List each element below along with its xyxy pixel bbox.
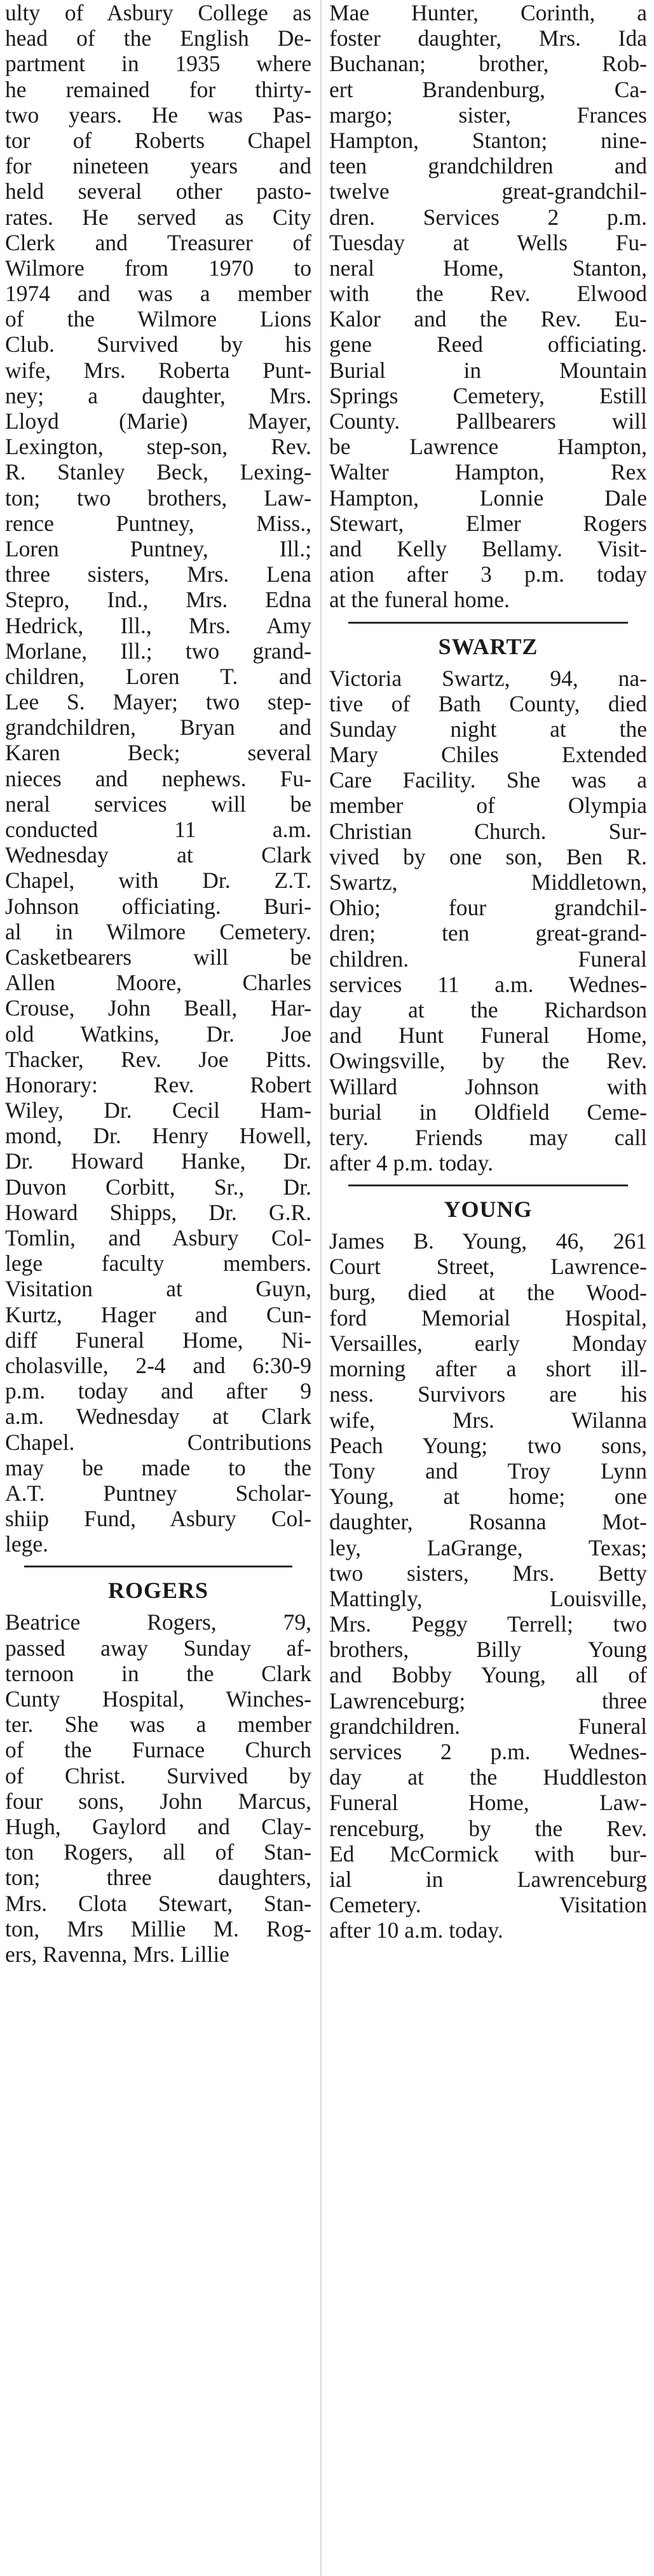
text-line: ley, LaGrange, Texas; [329, 1534, 647, 1560]
text-line: wife, Mrs. Wilanna [329, 1407, 647, 1433]
text-line: at the funeral home. [329, 587, 510, 613]
text-line: grandchildren, Bryan and [5, 714, 311, 741]
text-line: Christian Church. Sur- [329, 818, 647, 844]
text-line: with the Rev. Elwood [329, 281, 647, 307]
text-line: Lloyd (Marie) Mayer, [5, 408, 311, 434]
text-line: Ohio; four grandchil- [329, 895, 647, 921]
text-line: neral Home, Stanton, [329, 255, 647, 281]
text-line: burg, died at the Wood- [329, 1279, 647, 1305]
text-line: Honorary: Rev. Robert [5, 1071, 311, 1097]
text-line: tor of Roberts Chapel [5, 127, 311, 153]
left-column [5, 0, 311, 1967]
text-line: Tony and Troy Lynn [329, 1458, 647, 1484]
text-line: Cunty Hospital, Winches- [5, 1686, 311, 1712]
text-line: Morlane, Ill.; two grand- [5, 638, 311, 664]
text-line: two years. He was Pas- [5, 102, 311, 128]
text-line: of the Wilmore Lions [5, 306, 311, 332]
text-line: rates. He served as City [5, 204, 311, 230]
text-line: Buchanan; brother, Rob- [329, 51, 647, 77]
text-line: ial in Lawrenceburg [329, 1866, 647, 1892]
text-line: four sons, John Marcus, [5, 1788, 311, 1814]
text-line: services 2 p.m. Wednes- [329, 1739, 647, 1764]
text-line: Duvon Corbitt, Sr., Dr. [5, 1174, 311, 1200]
text-line: Wednesday at Clark [5, 842, 311, 868]
text-line: Victoria Swartz, 94, na- [329, 665, 647, 691]
text-line: Peach Young; two sons, [329, 1432, 647, 1458]
text-line: of Christ. Survived by [5, 1762, 311, 1788]
text-line: Cemetery. Visitation [329, 1892, 647, 1918]
text-line: ers, Ravenna, Mrs. Lillie [5, 1941, 229, 1967]
text-line: Lexington, step-son, Rev. [5, 434, 311, 460]
text-line: Young, at home; one [329, 1484, 647, 1510]
text-line: ton; three daughters, [5, 1865, 311, 1891]
text-line: vived by one son, Ben R. [329, 843, 647, 869]
text-line: ton, Mrs Millie M. Rog- [5, 1915, 311, 1942]
text-line: dren; ten great-grand- [329, 920, 647, 946]
text-line: Clerk and Treasurer of [5, 229, 311, 255]
text-line: and Hunt Funeral Home, [329, 1023, 647, 1049]
text-line: be Lawrence Hampton, [329, 434, 647, 460]
text-line: Wiley, Dr. Cecil Ham- [5, 1097, 311, 1124]
text-line: County. Pallbearers will [329, 408, 647, 434]
text-line: Chapel, with Dr. Z.T. [5, 868, 311, 894]
text-line: old Watkins, Dr. Joe [5, 1021, 311, 1047]
text-line: Swartz, Middletown, [329, 869, 647, 895]
text-line: ness. Survivors are his [329, 1381, 647, 1407]
text-line: day at the Huddleston [329, 1764, 647, 1790]
text-line: Sunday night at the [329, 716, 647, 742]
text-line: Thacker, Rev. Joe Pitts. [5, 1046, 311, 1072]
text-line: foster daughter, Mrs. Ida [329, 25, 647, 51]
text-line: R. Stanley Beck, Lexing- [5, 459, 311, 485]
text-line: Dr. Howard Hanke, Dr. [5, 1148, 311, 1174]
text-line: James B. Young, 46, 261 [329, 1228, 647, 1254]
text-line: may be made to the [5, 1454, 311, 1480]
text-line: tive of Bath County, died [329, 690, 647, 716]
text-line: burial in Oldfield Ceme- [329, 1099, 647, 1125]
text-line: Lee S. Mayer; two step- [5, 689, 311, 715]
text-line: Visitation at Guyn, [5, 1276, 311, 1302]
text-line: cholasville, 2-4 and 6:30-9 [5, 1352, 311, 1378]
text-line: held several other pasto- [5, 178, 311, 205]
text-line: Versailles, early Monday [329, 1331, 647, 1356]
text-line: head of the English De- [5, 25, 311, 51]
right-column [329, 0, 647, 1943]
text-line: three sisters, Mrs. Lena [5, 561, 311, 587]
text-line: Tuesday at Wells Fu- [329, 229, 647, 255]
text-line: 1974 and was a member [5, 281, 311, 307]
text-line: brothers, Billy Young [329, 1637, 647, 1663]
text-line: Mae Hunter, Corinth, a [329, 0, 647, 25]
text-line: Chapel. Contributions [5, 1429, 311, 1455]
text-line: ford Memorial Hospital, [329, 1305, 647, 1331]
section-rule [348, 1184, 628, 1186]
text-line: nieces and nephews. Fu- [5, 765, 311, 791]
text-line: Willard Johnson with [329, 1073, 647, 1099]
text-line: he remained for thirty- [5, 76, 311, 102]
text-line: ney; a daughter, Mrs. [5, 382, 311, 408]
text-line: daughter, Rosanna Mot- [329, 1509, 647, 1535]
text-line: and Bobby Young, all of [329, 1662, 647, 1688]
text-line: conducted 11 a.m. [5, 817, 311, 842]
text-line: Hedrick, Ill., Mrs. Amy [5, 612, 311, 638]
column-divider [320, 0, 322, 2576]
text-line: lege faculty members. [5, 1251, 311, 1277]
text-line: dren. Services 2 p.m. [329, 204, 647, 230]
text-line: diff Funeral Home, Ni- [5, 1327, 311, 1353]
text-line: ton Rogers, all of Stan- [5, 1839, 311, 1865]
text-line: Loren Puntney, Ill.; [5, 535, 311, 561]
text-line: Walter Hampton, Rex [329, 459, 647, 485]
text-line: gene Reed officiating. [329, 332, 647, 358]
text-line: ert Brandenburg, Ca- [329, 76, 647, 102]
text-line: Burial in Mountain [329, 357, 647, 383]
swartz-obituary [329, 666, 647, 1176]
text-line: services 11 a.m. Wednes- [329, 971, 647, 997]
text-line: rence Puntney, Miss., [5, 510, 311, 536]
text-line: ter. She was a member [5, 1712, 311, 1738]
text-line: after 10 a.m. today. [329, 1917, 503, 1943]
text-line: Beatrice Rogers, 79, [5, 1609, 311, 1635]
text-line: Funeral Home, Law- [329, 1790, 647, 1816]
rogers-obituary [5, 1609, 311, 1967]
text-line: two sisters, Mrs. Betty [329, 1560, 647, 1586]
text-line: Club. Survived by his [5, 332, 311, 358]
text-line: day at the Richardson [329, 996, 647, 1023]
rogers-heading: ROGERS [107, 1578, 209, 1604]
text-line: Care Facility. She was a [329, 767, 647, 793]
young-heading: YOUNG [444, 1197, 533, 1223]
text-line: tery. Friends may call [329, 1124, 647, 1150]
text-line: al in Wilmore Cemetery. [5, 918, 311, 944]
text-line: Kalor and the Rev. Eu- [329, 306, 647, 332]
text-line: partment in 1935 where [5, 51, 311, 77]
text-line: Tomlin, and Asbury Col- [5, 1225, 311, 1251]
text-line: Stepro, Ind., Mrs. Edna [5, 587, 311, 613]
text-line: after 4 p.m. today. [329, 1150, 493, 1176]
text-line: Owingsville, by the Rev. [329, 1048, 647, 1074]
text-line: Johnson officiating. Buri- [5, 893, 311, 919]
text-line: Hampton, Lonnie Dale [329, 485, 647, 511]
text-line: mond, Dr. Henry Howell, [5, 1123, 311, 1149]
text-line: Court Street, Lawrence- [329, 1254, 647, 1280]
swartz-heading: SWARTZ [438, 633, 538, 659]
text-line: Mary Chiles Extended [329, 742, 647, 768]
text-line: and Kelly Bellamy. Visit- [329, 535, 647, 561]
text-line: passed away Sunday af- [5, 1635, 311, 1661]
text-line: morning after a short ill- [329, 1356, 647, 1382]
puntney-obituary-continued [5, 0, 311, 1557]
text-line: children, Loren T. and [5, 663, 311, 689]
rogers-obituary-continued [329, 0, 647, 613]
text-line: p.m. today and after 9 [5, 1378, 311, 1404]
text-line: teen grandchildren and [329, 153, 647, 179]
text-line: ternoon in the Clark [5, 1660, 311, 1686]
text-line: ulty of Asbury College as [5, 0, 311, 25]
text-line: shiip Fund, Asbury Col- [5, 1506, 311, 1532]
text-line: Springs Cemetery, Estill [329, 382, 647, 408]
text-line: Allen Moore, Charles [5, 970, 311, 996]
text-line: A.T. Puntney Scholar- [5, 1480, 311, 1506]
text-line: grandchildren. Funeral [329, 1713, 647, 1739]
section-rule [24, 1566, 292, 1567]
text-line: Stewart, Elmer Rogers [329, 510, 647, 536]
text-line: Mrs. Clota Stewart, Stan- [5, 1890, 311, 1916]
text-line: Crouse, John Beall, Har- [5, 995, 311, 1021]
text-line: children. Funeral [329, 946, 647, 972]
text-line: Mattingly, Louisville, [329, 1585, 647, 1611]
text-line: lege. [5, 1531, 49, 1557]
text-line: a.m. Wednesday at Clark [5, 1404, 311, 1430]
text-line: margo; sister, Frances [329, 102, 647, 128]
section-rule [348, 622, 628, 624]
text-line: Hampton, Stanton; nine- [329, 127, 647, 153]
text-line: Kurtz, Hager and Cun- [5, 1301, 311, 1327]
text-line: Hugh, Gaylord and Clay- [5, 1813, 311, 1839]
text-line: renceburg, by the Rev. [329, 1815, 647, 1841]
young-obituary [329, 1228, 647, 1943]
text-line: Ed McCormick with bur- [329, 1841, 647, 1867]
text-line: Wilmore from 1970 to [5, 255, 311, 281]
text-line: for nineteen years and [5, 153, 311, 179]
text-line: wife, Mrs. Roberta Punt- [5, 357, 311, 383]
text-line: Mrs. Peggy Terrell; two [329, 1611, 647, 1637]
text-line: member of Olympia [329, 793, 647, 819]
text-line: of the Furnace Church [5, 1737, 311, 1763]
text-line: Karen Beck; several [5, 740, 311, 766]
text-line: twelve great-grandchil- [329, 178, 647, 205]
text-line: ton; two brothers, Law- [5, 485, 311, 511]
text-line: Lawrenceburg; three [329, 1687, 647, 1714]
text-line: Casketbearers will be [5, 944, 311, 970]
text-line: ation after 3 p.m. today [329, 561, 647, 587]
text-line: neral services will be [5, 791, 311, 817]
text-line: Howard Shipps, Dr. G.R. [5, 1199, 311, 1225]
